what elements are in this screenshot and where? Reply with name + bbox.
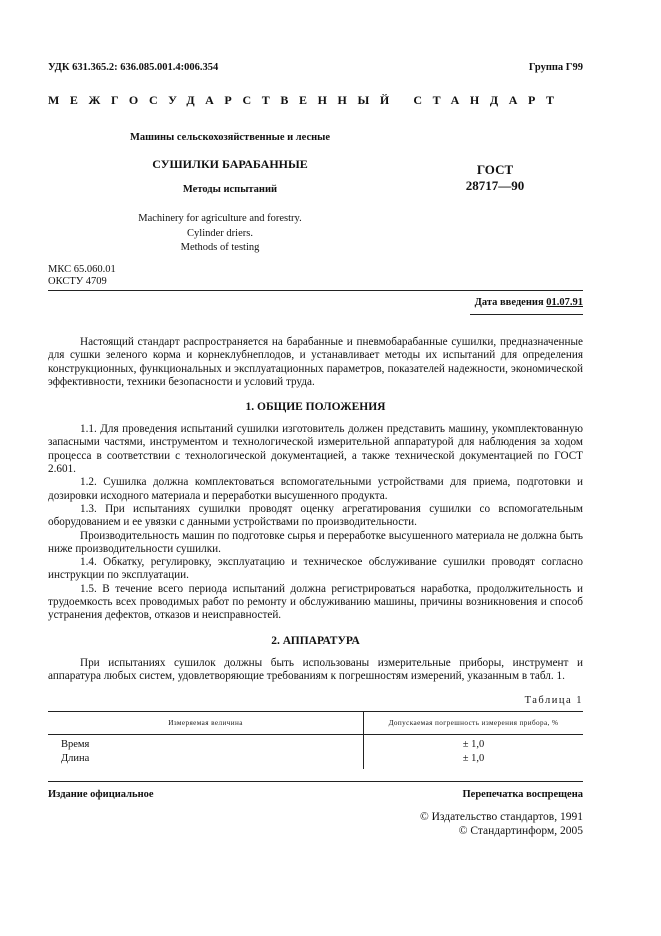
- okstu-code: ОКСТУ 4709: [48, 276, 107, 287]
- divider-line: [48, 290, 583, 291]
- english-title-line: Methods of testing: [180, 242, 260, 253]
- section-2-heading: 2. АППАРАТУРА: [271, 634, 360, 647]
- official-edition-label: Издание официальное: [48, 789, 154, 800]
- gost-number: 28717—90: [465, 178, 525, 193]
- table-header-cell: Допускаемая погрешность измерения прибора, %: [364, 712, 584, 735]
- table-cell: ± 1,0: [364, 752, 584, 769]
- copyright-line: © Издательство стандартов, 1991: [419, 811, 583, 823]
- standard-subject: Машины сельскохозяйственные и лесные: [129, 132, 331, 143]
- table-header-row: [48, 712, 583, 735]
- measurement-table: [48, 711, 583, 769]
- effective-date-underline: [470, 314, 583, 315]
- table-caption: Таблица 1: [524, 695, 583, 707]
- copyright-block: [300, 810, 583, 838]
- copyright-line: © Стандартинформ, 2005: [458, 825, 583, 837]
- table-cell: Время: [61, 739, 90, 751]
- section-1-paragraph: Производительность машин по подготовке сырья и переработке высушенного материала не должна быть ниже производительности сушилки.: [48, 529, 583, 555]
- effective-date: [475, 297, 583, 308]
- document-body: [48, 336, 583, 769]
- section-1-paragraph: 1.4. Обкатку, регулировку, эксплуатацию и техническое обслуживание сушилки проводят согласно инструкции по эксплуатации.: [48, 556, 583, 582]
- section-1-paragraph: 1.5. В течение всего периода испытаний должна регистрироваться наработка, продолжительность и трудоемкость всех проводимых работ по ремонту и обслуживанию машины, причины возникновения и способ устранения дефектов, отказов и неисправностей.: [48, 582, 583, 622]
- section-1-paragraph: 1.3. При испытаниях сушилки проводят оценку агрегатирования сушилки со вспомогательным оборудованием и ее увязки с данными устройствами по производительности.: [48, 502, 583, 529]
- udk-code: УДК 631.365.2: 636.085.001.4:006.354: [48, 62, 219, 73]
- table-row: [48, 752, 583, 769]
- effective-date-value: 01.07.91: [546, 297, 583, 308]
- table-cell: Длина: [61, 753, 90, 765]
- english-title-line: Cylinder driers.: [187, 227, 253, 239]
- table-header-cell: Измеряемая величина: [48, 712, 364, 735]
- classification-block: [48, 264, 116, 288]
- section-2-paragraph: При испытаниях сушилок должны быть использованы измерительные приборы, инструмент и аппаратура любых систем, удовлетворяющие требованиям к погрешностям измерений, указанным в табл. 1.: [48, 656, 583, 682]
- mks-code: МКС 65.060.01: [48, 264, 116, 275]
- gost-label: ГОСТ: [476, 162, 514, 177]
- section-1-paragraph: 1.2. Сушилка должна комплектоваться вспомогательными устройствами для приема, подготовки и дозировки исходного материала и переработки высушенного продукта.: [48, 476, 583, 502]
- section-1-heading: 1. ОБЩИЕ ПОЛОЖЕНИЯ: [245, 401, 386, 414]
- gost-block: [455, 162, 535, 194]
- table-row: [48, 735, 583, 753]
- footer-divider: [48, 781, 583, 782]
- standard-type: МЕЖГОСУДАРСТВЕННЫЙ СТАНДАРТ: [48, 93, 565, 107]
- group-code: Группа Г99: [528, 62, 583, 73]
- standard-subtitle: Методы испытаний: [182, 184, 278, 195]
- table-cell: ± 1,0: [364, 735, 584, 753]
- reprint-prohibited-label: Перепечатка воспрещена: [462, 789, 583, 800]
- standard-name: СУШИЛКИ БАРАБАННЫЕ: [152, 157, 308, 171]
- section-1-paragraph: 1.1. Для проведения испытаний сушилки изготовитель должен представить машину, укомплектованную запасными частями, инструментом и технологической измерительной аппаратурой для наблюдения за ходом процесса в соответствии с технологической документацией, а также технической документацией по ГОСТ 2.601.: [48, 423, 583, 476]
- english-title-line: Machinery for agriculture and forestry.: [138, 213, 302, 224]
- intro-paragraph: Настоящий стандарт распространяется на барабанные и пневмобарабанные сушилки, предназначенные для сушки зеленого корма и корнеклубнеплодов, и устанавливает методы их испытаний для определения конструкционных, функциональных и эксплуатационных параметров, показателей надежности, экономической эффективности, техники безопасности и условий труда.: [48, 336, 583, 388]
- english-title: [100, 212, 340, 256]
- effective-date-label: Дата введения: [474, 297, 544, 308]
